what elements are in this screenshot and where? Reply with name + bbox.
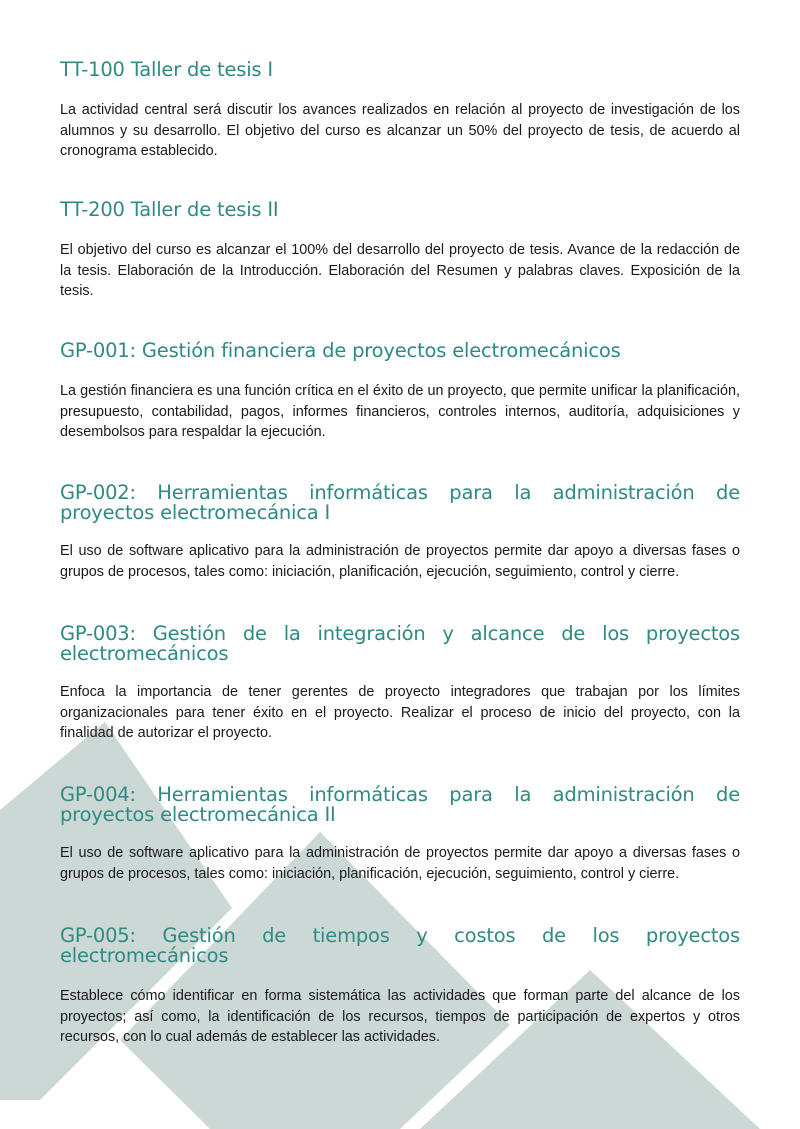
course-section-gp002: [60, 483, 740, 582]
course-title: GP-005: Gestión de tiempos y costos de los proyectos electromecánicos: [60, 924, 740, 967]
course-description: La actividad central será discutir los avances realizados en relación al proyecto de investigación de los alumnos y su desarrollo. El objetivo del curso es alcanzar un 50% del proyecto de tesis, de acuerdo al cronograma establecido.: [60, 102, 740, 159]
course-title: GP-003: Gestión de la integración y alcance de los proyectos electromecánicos: [60, 622, 740, 665]
course-title: GP-001: Gestión financiera de proyectos electromecánicos: [60, 339, 621, 362]
course-section-gp003: [60, 624, 740, 744]
course-title: TT-200 Taller de tesis II: [60, 198, 279, 221]
course-description: La gestión financiera es una función crítica en el éxito de un proyecto, que permite unificar la planificación, presupuesto, contabilidad, pagos, informes financieros, controles internos, auditoría, adquisiciones y desembolsos para respaldar la ejecución.: [60, 383, 740, 440]
course-section-tt200: [60, 200, 740, 302]
course-title: GP-002: Herramientas informáticas para la administración de proyectos electromecánica I: [60, 481, 740, 524]
course-title: GP-004: Herramientas informáticas para la administración de proyectos electromecánica II: [60, 783, 740, 826]
course-section-gp004: [60, 785, 740, 884]
course-description: El uso de software aplicativo para la administración de proyectos permite dar apoyo a diversas fases o grupos de procesos, tales como: iniciación, planificación, ejecución, seguimiento, control y cierre.: [60, 845, 740, 882]
course-description: El objetivo del curso es alcanzar el 100% del desarrollo del proyecto de tesis. Avance de la redacción de la tesis. Elaboración de la Introducción. Elaboración del Resumen y palabras claves. Exposición de la tesis.: [60, 242, 740, 299]
course-section-gp001: [60, 341, 740, 443]
course-title: TT-100 Taller de tesis I: [60, 58, 273, 81]
course-section-gp005: [60, 926, 740, 1048]
course-description: Establece cómo identificar en forma sistemática las actividades que forman parte del alcance de los proyectos; así como, la identificación de los recursos, tiempos de participación de expertos y otros recursos, con lo cual además de establecer las actividades.: [60, 988, 740, 1045]
course-section-tt100: [60, 60, 740, 162]
course-description: Enfoca la importancia de tener gerentes de proyecto integradores que trabajan por los límites organizacionales para tener éxito en el proyecto. Realizar el proceso de inicio del proyecto, con la finalidad de autorizar el proyecto.: [60, 684, 740, 741]
course-description: El uso de software aplicativo para la administración de proyectos permite dar apoyo a diversas fases o grupos de procesos, tales como: iniciación, planificación, ejecución, seguimiento, control y cierre.: [60, 543, 740, 580]
